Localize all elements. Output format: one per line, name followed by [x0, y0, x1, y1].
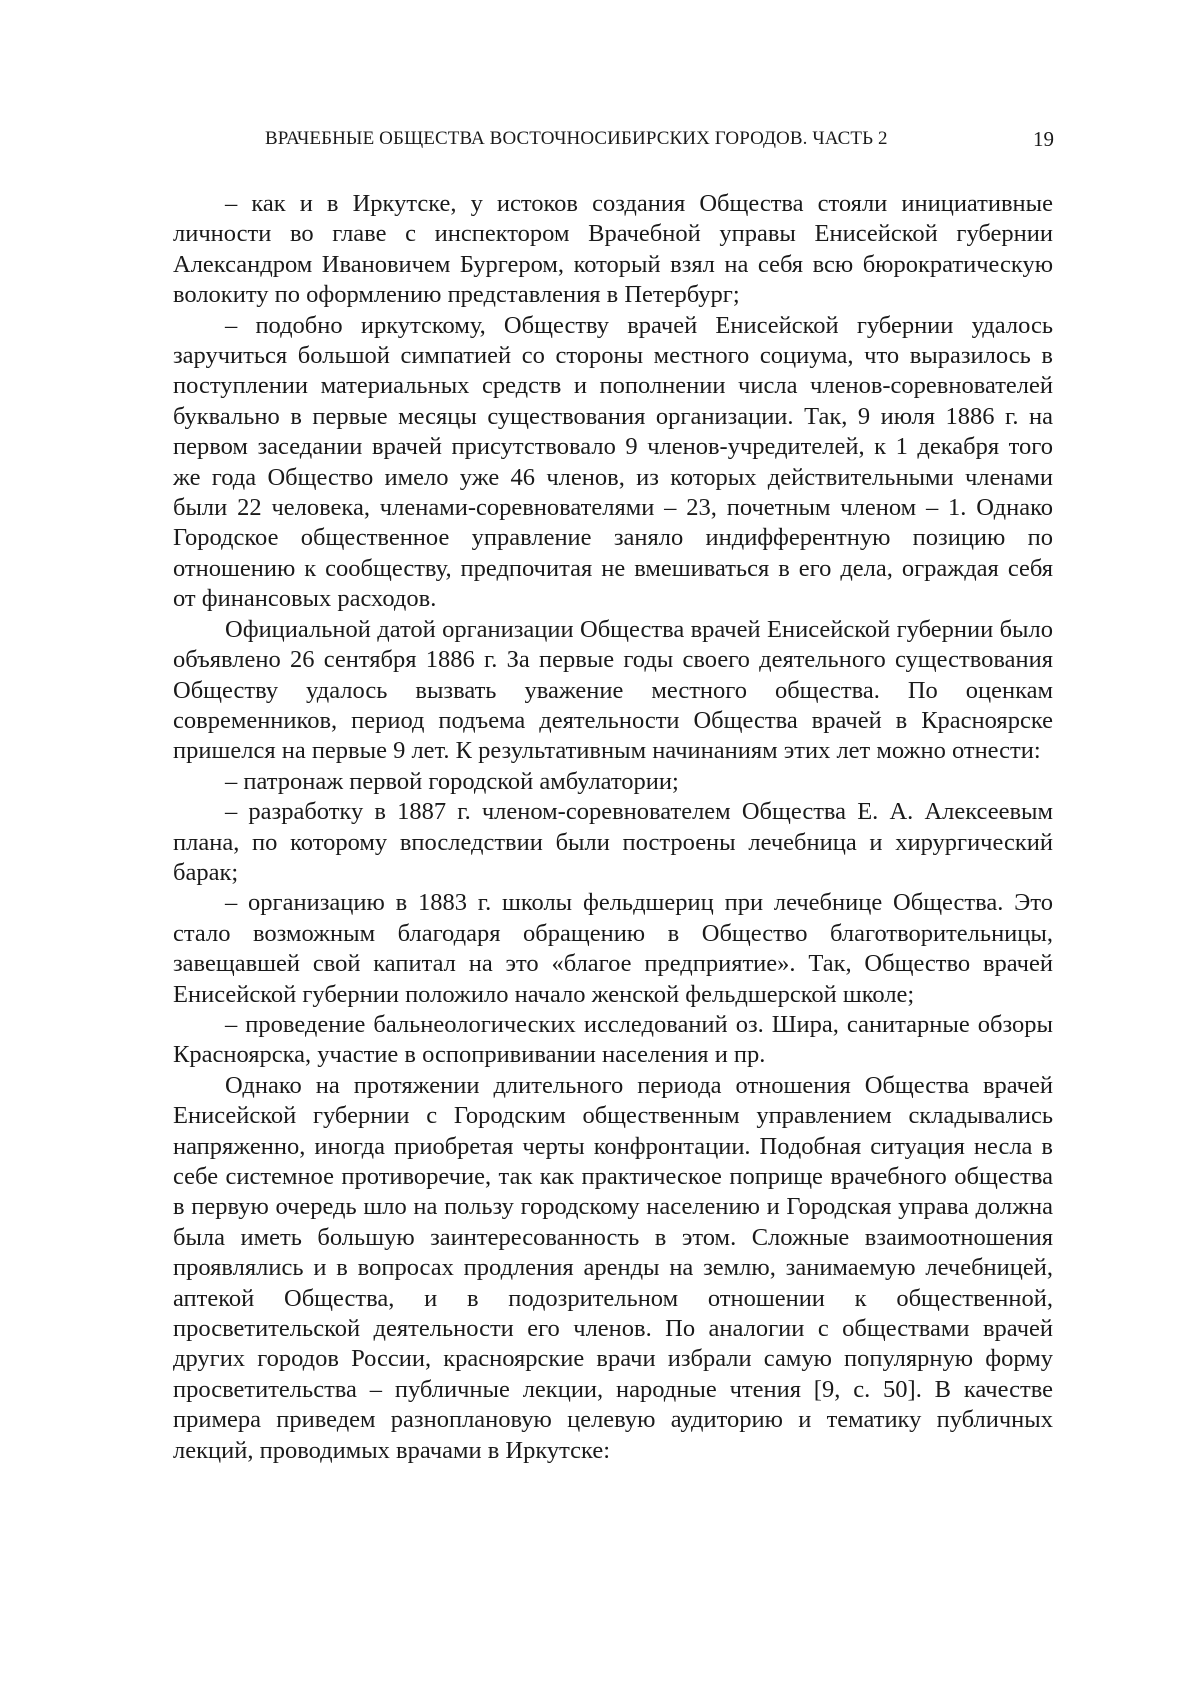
document-page — [0, 0, 1200, 1705]
body-text — [173, 189, 1053, 1466]
paragraph-list-item-1: – как и в Иркутске, у истоков создания Общества стояли инициативные личности во главе с инспектором Врачебной управы Енисейской губернии Александром Ивановичем Бургером, который взял на себя всю бюрократическую волокиту по оформлению представления в Петербург; — [173, 189, 1053, 311]
paragraph-list-item-2: – подобно иркутскому, Обществу врачей Енисейской губернии удалось заручиться большой симпатией со стороны местного социума, что выразилось в поступлении материальных средств и пополнении числа членов-соревнователей буквально в первые месяцы существования организации. Так, 9 июля 1886 г. на первом заседании врачей присутствовало 9 членов-учредителей, к 1 декабря того же года Общество имело уже 46 членов, из которых действительными членами были 22 человека, членами-соревнователями – 23, почетным членом – 1. Однако Городское общественное управление заняло индифферентную позицию по отношению к сообществу, предпочитая не вмешиваться в его дела, ограждая себя от финансовых расходов. — [173, 311, 1053, 615]
paragraph-list-item-3: – патронаж первой городской амбулатории; — [173, 767, 1053, 797]
page-number: 19 — [1033, 124, 1054, 154]
paragraph-city-relations: Однако на протяжении длительного периода отношения Общества врачей Енисейской губернии с Городским общественным управлением складывались напряженно, иногда приобретая черты конфронтации. Подобная ситуация несла в себе системное противоречие, так как практическое поприще врачебного общества в первую очередь шло на пользу городскому населению и Городская управа должна была иметь большую заинтересованность в этом. Сложные взаимоотношения проявлялись и в вопросах продления аренды на землю, занимаемую лечебницей, аптекой Общества, и в подозрительном отношении к общественной, просветительской деятельности его членов. По аналогии с обществами врачей других городов России, красноярские врачи избрали самую популярную форму просветительства – публичные лекции, народные чтения [9, с. 50]. В качестве примера приведем разноплановую целевую аудиторию и тематику публичных лекций, проводимых врачами в Иркутске: — [173, 1071, 1053, 1466]
running-title: ВРАЧЕБНЫЕ ОБЩЕСТВА ВОСТОЧНОСИБИРСКИХ ГОРОДОВ. ЧАСТЬ 2 — [265, 124, 888, 154]
paragraph-official-date: Официальной датой организации Общества врачей Енисейской губернии было объявлено 26 сентября 1886 г. За первые годы своего деятельного существования Обществу удалось вызвать уважение местного общества. По оценкам современников, период подъема деятельности Общества врачей в Красноярске пришелся на первые 9 лет. К результативным начинаниям этих лет можно отнести: — [173, 615, 1053, 767]
running-header — [172, 124, 1054, 154]
paragraph-list-item-4: – разработку в 1887 г. членом-соревнователем Общества Е. А. Алексеевым плана, по которому впоследствии были построены лечебница и хирургический барак; — [173, 797, 1053, 888]
paragraph-list-item-5: – организацию в 1883 г. школы фельдшериц при лечебнице Общества. Это стало возможным благодаря обращению в Общество благотворительницы, завещавшей свой капитал на это «благое предприятие». Так, Общество врачей Енисейской губернии положило начало женской фельдшерской школе; — [173, 888, 1053, 1010]
paragraph-list-item-6: – проведение бальнеологических исследований оз. Шира, санитарные обзоры Красноярска, участие в оспопрививании населения и пр. — [173, 1010, 1053, 1071]
